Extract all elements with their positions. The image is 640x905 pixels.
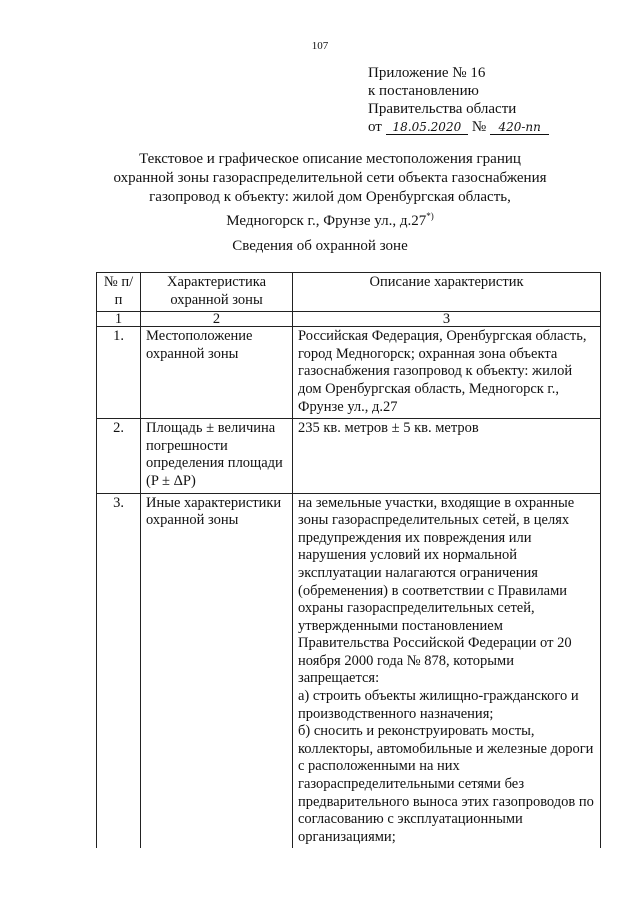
- handwritten-number: 420-пп: [490, 120, 549, 135]
- page-number: 107: [311, 40, 329, 52]
- row-characteristic: Местоположение охранной зоны: [141, 327, 293, 419]
- column-number: 2: [141, 312, 293, 327]
- table-row: [97, 419, 601, 493]
- header-num: № п/п: [97, 273, 141, 312]
- row-description: [293, 493, 601, 848]
- row-description-item-a: а) строить объекты жилищно-гражданского и производственного назначения;: [298, 688, 579, 722]
- column-number: 1: [97, 312, 141, 327]
- document-title: [100, 150, 560, 231]
- footnote-mark: *): [426, 211, 434, 221]
- row-description-item-b: б) сносить и реконструировать мосты, коллекторы, автомобильные и железные дороги с расположенными на них газораспределительными сетями без предварительного выноса этих газопроводов по согласованию с эксплуатационными организациями;: [298, 723, 594, 845]
- title-line-1: Текстовое и графическое описание местоположения границ: [139, 151, 521, 167]
- ot-label: от: [368, 119, 382, 135]
- header-characteristic: Характеристика охранной зоны: [141, 273, 293, 312]
- title-line-4-text: Медногорск г., Фрунзе ул., д.27: [226, 213, 427, 229]
- table-row: [97, 327, 601, 419]
- appendix-block: [368, 64, 553, 136]
- zone-info-table: [96, 272, 601, 848]
- header-description: Описание характеристик: [293, 273, 601, 312]
- handwritten-date: 18.05.2020: [386, 120, 468, 135]
- row-characteristic: Иные характеристики охранной зоны: [141, 493, 293, 848]
- row-characteristic: Площадь ± величина погрешности определения площади (P ± ΔP): [141, 419, 293, 493]
- number-label: №: [471, 119, 487, 135]
- appendix-line-3: Правительства области: [368, 101, 517, 117]
- section-subtitle: Сведения об охранной зоне: [232, 238, 408, 254]
- row-number: 1.: [97, 327, 141, 419]
- row-number: 2.: [97, 419, 141, 493]
- row-number: 3.: [97, 493, 141, 848]
- appendix-line-1: Приложение № 16: [368, 65, 486, 81]
- table-row: [97, 493, 601, 848]
- title-line-4: [100, 207, 560, 231]
- table-header-row: [97, 273, 601, 312]
- column-number-row: [97, 312, 601, 327]
- column-number: 3: [293, 312, 601, 327]
- title-line-2: охранной зоны газораспределительной сети объекта газоснабжения: [113, 170, 547, 186]
- row-description: 235 кв. метров ± 5 кв. метров: [293, 419, 601, 493]
- appendix-line-2: к постановлению: [368, 83, 479, 99]
- row-description: Российская Федерация, Оренбургская область, город Медногорск; охранная зона объекта газоснабжения газопровод к объекту: жилой дом Оренбургская область, Медногорск г., Фрунзе ул., д.27: [293, 327, 601, 419]
- appendix-date-line: [368, 118, 553, 136]
- title-line-3: газопровод к объекту: жилой дом Оренбургская область,: [149, 189, 511, 205]
- row-description-text: на земельные участки, входящие в охранные зоны газораспределительных сетей, в целях предупреждения их повреждения или нарушения условий их нормальной эксплуатации налагаются ограничения (обременения) в соответствии с Правилами охраны газораспределительных сетей, утвержденными постановлением Правительства Российской Федерации от 20 ноября 2000 года № 878, которыми запрещается:: [298, 494, 575, 687]
